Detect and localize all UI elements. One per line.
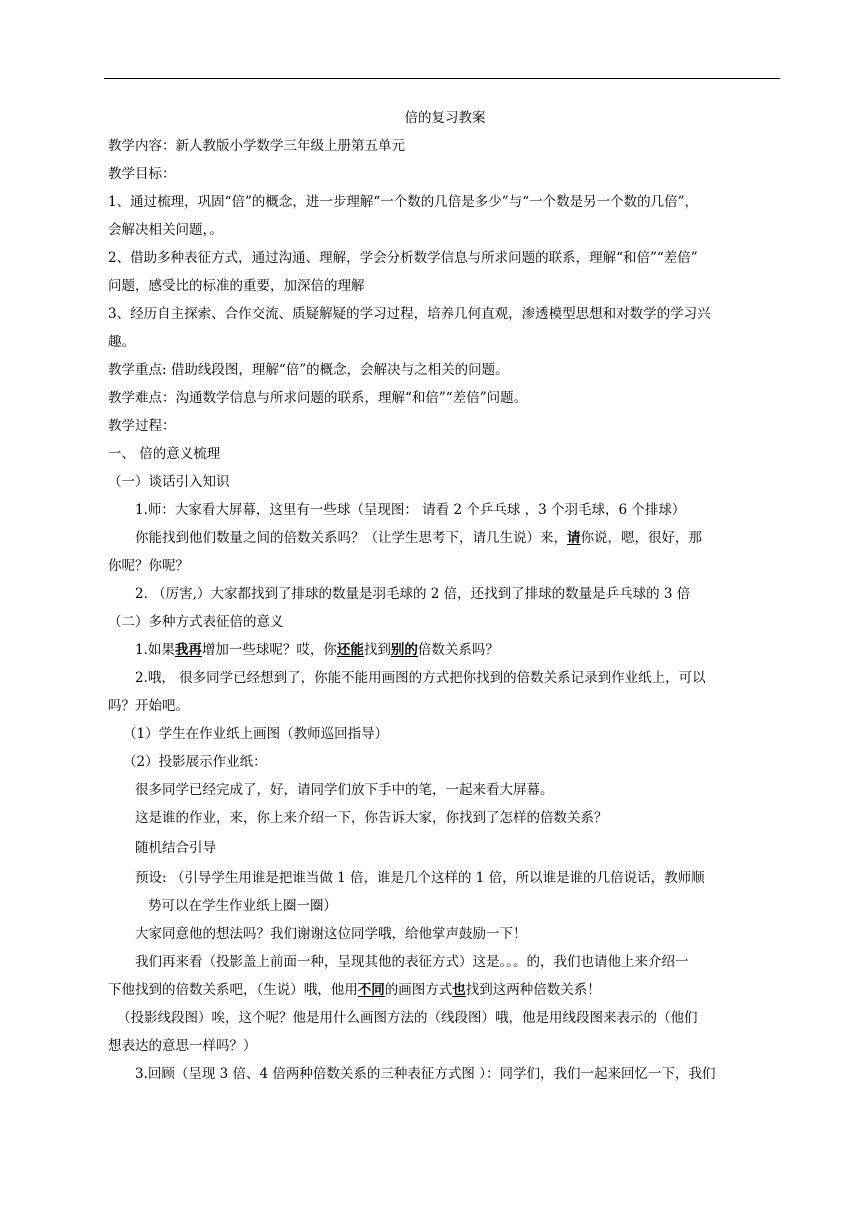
difficulty: 教学难点：沟通数学信息与所求问题的联系，理解“和倍”“差倍”问题。 (108, 390, 528, 406)
paragraph-5-line-1: 2.哦， 很多同学已经想到了，你能不能用画图的方式把你找到的倍数关系记录到作业纸上，可以 (135, 670, 706, 686)
paragraph-8: 很多同学已经完成了，好，请同学们放下手中的笔，一起来看大屏幕。 (135, 782, 554, 798)
paragraph-10: 随机结合引导 (135, 840, 216, 856)
document-body (108, 104, 782, 1088)
paragraph-2-line-1 (108, 524, 782, 552)
paragraph-4-text-d: 倍数关系吗？ (417, 642, 499, 658)
paragraph-13-text-c: 找到这两种倍数关系！ (465, 982, 601, 998)
subsection-2-heading: （二）多种方式表征倍的意义 (108, 614, 284, 630)
paragraph-9: 这是谁的作业，来，你上来介绍一下，你告诉大家，你找到了怎样的倍数关系？ (135, 810, 608, 826)
paragraph-11-line-2: 势可以在学生作业纸上圈一圈） (148, 898, 337, 914)
paragraph-14-line-2: 想表达的意思一样吗？） (108, 1038, 257, 1054)
emphasis-also: 也 (452, 982, 466, 998)
section-1-heading: 一、 倍的意义梳理 (108, 446, 221, 462)
header-rule (104, 78, 780, 79)
goal-3-line-2: 趣。 (108, 334, 135, 350)
emphasis-still-can: 还能 (336, 642, 364, 658)
paragraph-4 (108, 636, 782, 664)
goal-3-line-1: 3、经历自主探索、合作交流、质疑解疑的学习过程，培养几何直观，渗透模型思想和对数学的学习兴 (108, 306, 711, 322)
goals-heading: 教学目标： (108, 166, 176, 182)
paragraph-11-line-1: 预设: （引导学生用谁是把谁当做 1 倍，谁是几个这样的 1 倍，所以谁是谁的几倍说话，教师顺 (135, 870, 705, 886)
goal-2-line-2: 问题，感受比的标准的重要，加深倍的理解 (108, 278, 365, 294)
paragraph-5-line-2: 吗？开始吧。 (108, 698, 189, 714)
paragraph-4-text-b: 增加一些球呢？哎，你 (201, 642, 337, 658)
paragraph-13-text-a: 下他找到的倍数关系吧，（生说）哦，他用 (108, 982, 358, 998)
paragraph-3: 2. （厉害,）大家都找到了排球的数量是羽毛球的 2 倍，还找到了排球的数量是乒乓球的 3 倍 (135, 586, 691, 602)
paragraph-1: 1.师：大家看大屏幕，这里有一些球（呈现图： 请看 2 个乒乓球 ，3 个羽毛球，6 个排球） (135, 502, 686, 518)
emphasis-other: 别的 (390, 642, 418, 658)
goal-2-line-1: 2、借助多种表征方式，通过沟通、理解，学会分析数学信息与所求问题的联系，理解“和倍”“差倍” (108, 250, 698, 266)
paragraph-12: 大家同意他的想法吗？我们谢谢这位同学哦，给他掌声鼓励一下！ (135, 926, 527, 942)
paragraph-4-text-a: 1.如果 (135, 642, 175, 658)
emphasis-please: 请 (567, 530, 581, 546)
subsection-1-heading: （一）谈话引入知识 (108, 474, 230, 490)
paragraph-13-text-b: 的画图方式 (384, 982, 453, 998)
paragraph-2-text-b: 你说，嗯，很好，那 (580, 530, 702, 546)
paragraph-2-line-2: 你呢？你呢？ (108, 558, 189, 574)
paragraph-14-line-1: （投影线段图）唉，这个呢？他是用什么画图方法的（线段图）哦，他是用线段图来表示的（他们 (117, 1010, 698, 1026)
paragraph-7: （2）投影展示作业纸： (123, 754, 267, 770)
paragraph-4-text-c: 找到 (363, 642, 391, 658)
paragraph-2-text-a: 你能找到他们数量之间的倍数关系吗？（让学生思考下，请几生说）来， (135, 530, 567, 546)
emphasis-different: 不同 (357, 982, 385, 998)
paragraph-13-line-2 (108, 976, 782, 1004)
paragraph-6: （1）学生在作业纸上画图（教师巡回指导） (123, 726, 389, 742)
paragraph-15: 3.回顾（呈现 3 倍、4 倍两种倍数关系的三种表征方式图 ）：同学们，我们一起来回忆一下，我们 (135, 1066, 716, 1082)
paragraph-13-line-1: 我们再来看（投影盖上前面一种，呈现其他的表征方式）这是。。。的，我们也请他上来介绍一 (135, 954, 689, 970)
document-title: 倍的复习教案 (404, 110, 486, 126)
goal-1-line-1: 1、通过梳理，巩固“倍”的概念，进一步理解“一个数的几倍是多少”与“一个数是另一个数的几倍”， (108, 194, 698, 210)
key-point: 教学重点: 借助线段图，理解“倍”的概念，会解决与之相关的问题。 (108, 362, 509, 378)
goal-1-line-2: 会解决相关问题，。 (108, 222, 223, 238)
emphasis-again: 我再 (174, 642, 202, 658)
process-heading: 教学过程： (108, 418, 176, 434)
teaching-content: 教学内容：新人教版小学数学三年级上册第五单元 (108, 138, 405, 154)
